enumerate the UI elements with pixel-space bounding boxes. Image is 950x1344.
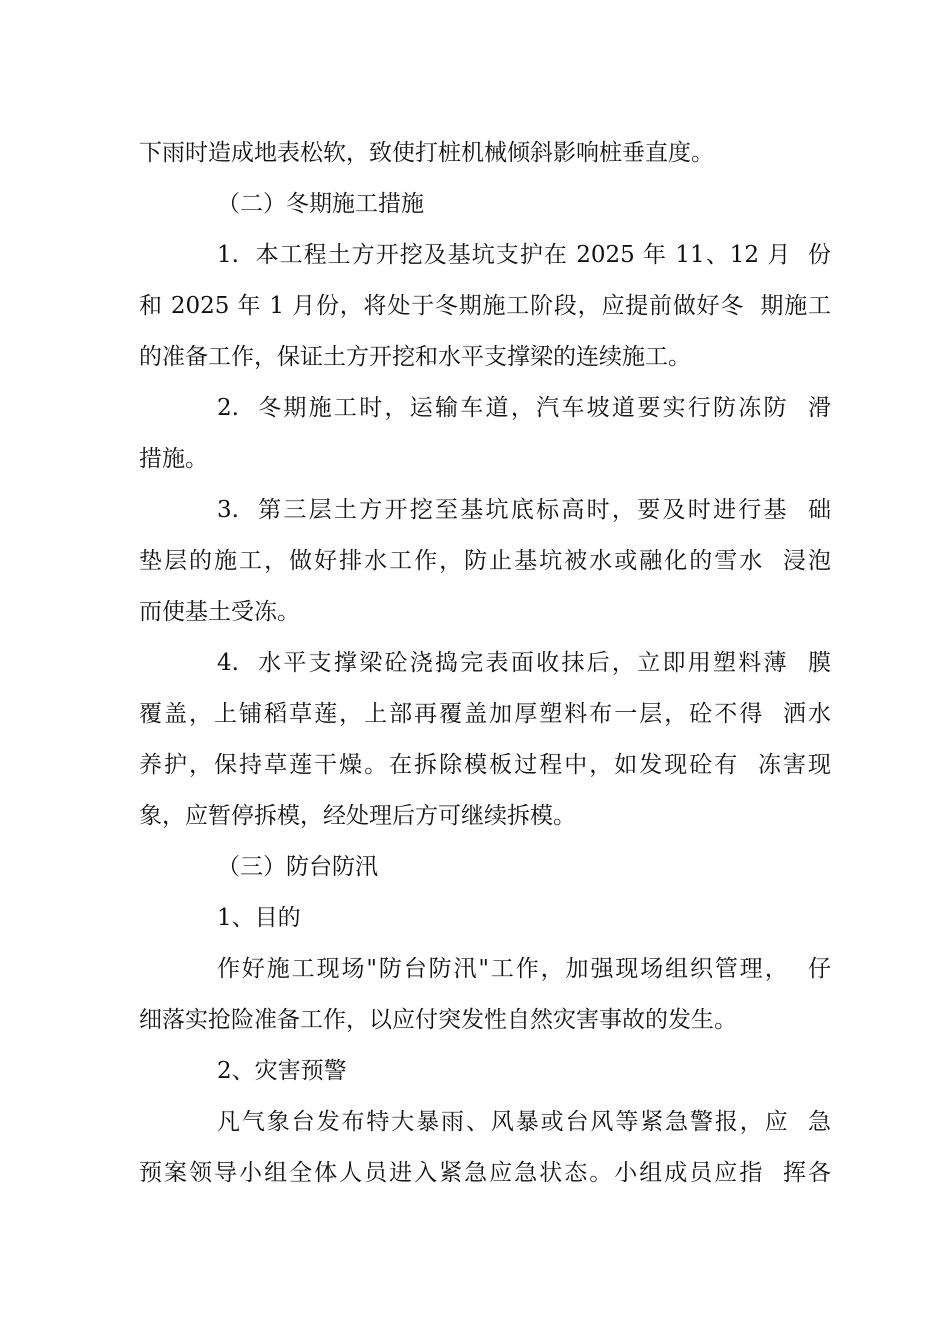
text-line-6: 2. 冬期施工时，运输车道，汽车坡道要实行防冻防 滑 bbox=[217, 395, 831, 421]
text-line-7: 措施。 bbox=[139, 446, 208, 472]
document-body bbox=[139, 128, 831, 1199]
text-line-18: 细落实抢险准备工作，以应付突发性自然灾害事故的发生。 bbox=[139, 1007, 737, 1033]
text-line-13: 养护，保持草莲干燥。在拆除模板过程中，如发现砼有 冻害现 bbox=[139, 752, 831, 778]
section-heading-winter: （二）冬期施工措施 bbox=[217, 191, 424, 217]
text-line-17: 作好施工现场"防台防汛"工作，加强现场组织管理， 仔 bbox=[217, 956, 831, 982]
text-line-1: 下雨时造成地表松软，致使打桩机械倾斜影响桩垂直度。 bbox=[139, 140, 714, 166]
text-line-12: 覆盖，上铺稻草莲，上部再覆盖加厚塑料布一层，砼不得 洒水 bbox=[139, 701, 831, 727]
text-line-8: 3. 第三层土方开挖至基坑底标高时，要及时进行基 础 bbox=[217, 497, 831, 523]
text-line-10: 而使基土受冻。 bbox=[139, 599, 300, 625]
text-line-21: 预案领导小组全体人员进入紧急应急状态。小组成员应指 挥各 bbox=[139, 1160, 831, 1186]
text-line-9: 垫层的施工，做好排水工作，防止基坑被水或融化的雪水 浸泡 bbox=[139, 548, 831, 574]
text-line-4: 和 2025 年 1 月份，将处于冬期施工阶段，应提前做好冬 期施工 bbox=[139, 293, 831, 319]
text-line-5: 的准备工作，保证土方开挖和水平支撑梁的连续施工。 bbox=[139, 344, 691, 370]
text-line-20: 凡气象台发布特大暴雨、风暴或台风等紧急警报，应 急 bbox=[217, 1109, 831, 1135]
text-line-3: 1. 本工程土方开挖及基坑支护在 2025 年 11、12 月 份 bbox=[217, 242, 831, 268]
text-line-11: 4. 水平支撑梁砼浇捣完表面收抹后，立即用塑料薄 膜 bbox=[217, 650, 831, 676]
section-heading-typhoon: （三）防台防汛 bbox=[217, 854, 378, 880]
text-line-14: 象，应暂停拆模，经处理后方可继续拆模。 bbox=[139, 803, 576, 829]
subheading-purpose: 1、目的 bbox=[217, 905, 301, 931]
subheading-warning: 2、灾害预警 bbox=[217, 1058, 347, 1084]
